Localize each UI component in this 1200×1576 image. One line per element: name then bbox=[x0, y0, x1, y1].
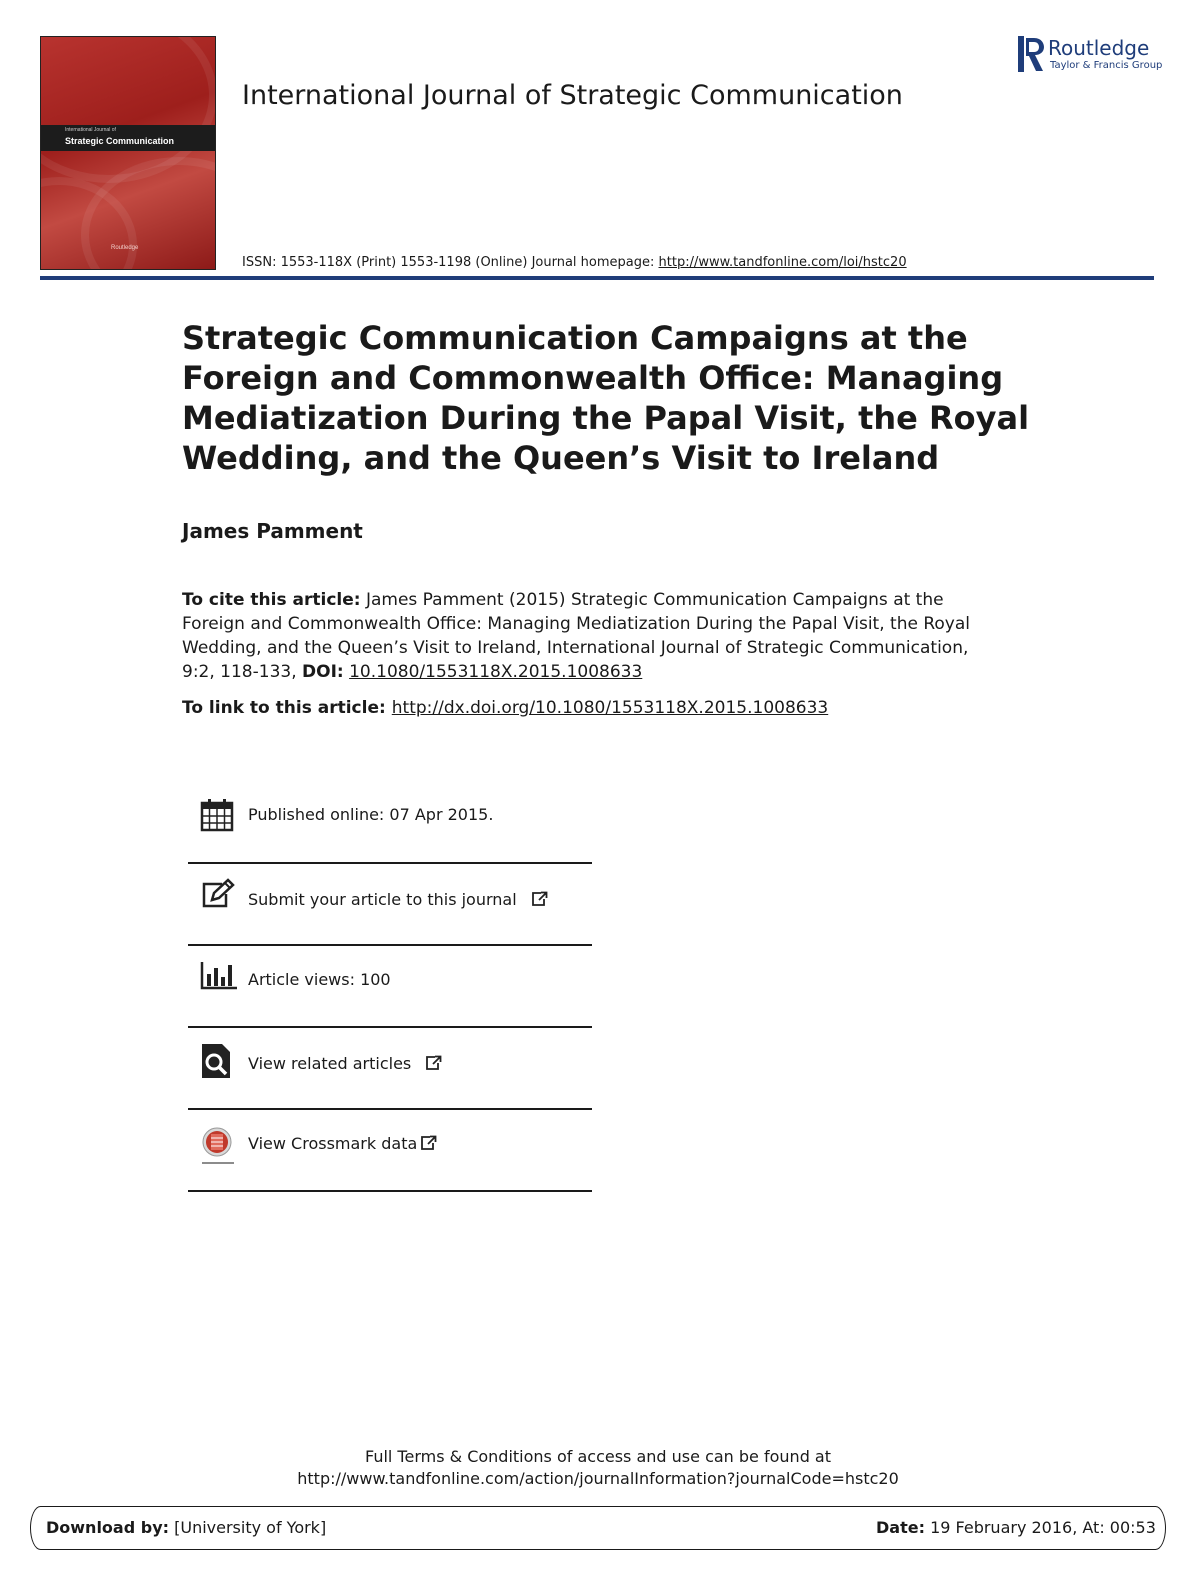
crossmark-row[interactable] bbox=[188, 1110, 592, 1192]
download-by bbox=[46, 1518, 326, 1537]
article-title-line: Foreign and Commonwealth Office: Managing bbox=[182, 359, 1004, 397]
citation-block bbox=[182, 588, 1012, 684]
published-online-text: Published online: 07 Apr 2015. bbox=[248, 805, 494, 824]
link-label: To link to this article: bbox=[182, 698, 386, 718]
cover-title: Strategic Communication bbox=[65, 136, 175, 146]
article-info-list bbox=[188, 790, 592, 1192]
external-link-icon bbox=[530, 891, 548, 907]
submit-article-row[interactable] bbox=[188, 864, 592, 946]
journal-title: International Journal of Strategic Communication bbox=[242, 80, 903, 111]
article-title-line: Strategic Communication Campaigns at the bbox=[182, 319, 968, 357]
article-doi-url-link[interactable]: http://dx.doi.org/10.1080/1553118X.2015.1008633 bbox=[391, 698, 829, 718]
cite-text: 9:2, 118-133, bbox=[182, 662, 303, 682]
related-articles-row[interactable] bbox=[188, 1028, 592, 1110]
cite-label: To cite this article: bbox=[182, 590, 361, 610]
crossmark-icon bbox=[200, 1126, 236, 1166]
submit-article-text: Submit your article to this journal bbox=[248, 890, 517, 909]
issn-text: ISSN: 1553-118X (Print) 1553-1198 (Online) Journal homepage: bbox=[242, 255, 659, 270]
crossmark-link[interactable] bbox=[248, 1134, 437, 1153]
date-label: Date: bbox=[876, 1518, 925, 1537]
article-views-row bbox=[188, 946, 592, 1028]
calendar-icon bbox=[200, 798, 234, 832]
bar-chart-icon bbox=[200, 960, 238, 990]
published-online-row bbox=[188, 790, 592, 864]
download-label: Download by: bbox=[46, 1518, 170, 1537]
terms-notice bbox=[0, 1446, 1196, 1490]
publisher-name: Routledge bbox=[1048, 36, 1150, 60]
cite-text: Wedding, and the Queen’s Visit to Ireland, International Journal of Strategic Communication, bbox=[182, 638, 969, 658]
crossmark-text: View Crossmark data bbox=[248, 1134, 418, 1153]
issn-line bbox=[242, 255, 907, 270]
article-link-line bbox=[182, 698, 828, 718]
related-articles-text: View related articles bbox=[248, 1054, 412, 1073]
article-title bbox=[182, 318, 1030, 478]
terms-line: Full Terms & Conditions of access and use can be found at bbox=[364, 1447, 832, 1466]
submit-article-link[interactable] bbox=[248, 890, 548, 909]
header-divider bbox=[40, 276, 1154, 280]
cover-small-text: International Journal of bbox=[65, 127, 116, 133]
article-author: James Pamment bbox=[182, 519, 363, 543]
cite-text: Foreign and Commonwealth Office: Managing Mediatization During the Papal Visit, the Royal bbox=[182, 614, 970, 634]
download-date bbox=[876, 1518, 1156, 1537]
edit-pencil-icon bbox=[200, 878, 236, 910]
date-value: 19 February 2016, At: 00:53 bbox=[924, 1518, 1156, 1537]
routledge-r-icon bbox=[1016, 34, 1046, 74]
publisher-subtitle: Taylor & Francis Group bbox=[1050, 60, 1163, 71]
article-title-line: Wedding, and the Queen’s Visit to Ireland bbox=[182, 439, 940, 477]
related-articles-link[interactable] bbox=[248, 1054, 442, 1073]
cover-publisher: Routledge bbox=[111, 245, 139, 251]
terms-url[interactable]: http://www.tandfonline.com/action/journalInformation?journalCode=hstc20 bbox=[297, 1469, 899, 1488]
download-institution: [University of York] bbox=[169, 1518, 327, 1537]
doi-label: DOI: bbox=[302, 662, 344, 682]
cite-text: James Pamment (2015) Strategic Communication Campaigns at the bbox=[360, 590, 944, 610]
article-title-line: Mediatization During the Papal Visit, the Royal bbox=[182, 399, 1030, 437]
publisher-logo[interactable] bbox=[1016, 34, 1163, 76]
journal-cover-image bbox=[40, 36, 216, 270]
external-link-icon bbox=[424, 1055, 442, 1071]
doi-link[interactable]: 10.1080/1553118X.2015.1008633 bbox=[349, 662, 643, 682]
search-document-icon bbox=[200, 1042, 232, 1080]
article-views-text: Article views: 100 bbox=[248, 970, 391, 989]
journal-homepage-link[interactable]: http://www.tandfonline.com/loi/hstc20 bbox=[658, 255, 907, 270]
external-link-icon bbox=[419, 1135, 437, 1151]
